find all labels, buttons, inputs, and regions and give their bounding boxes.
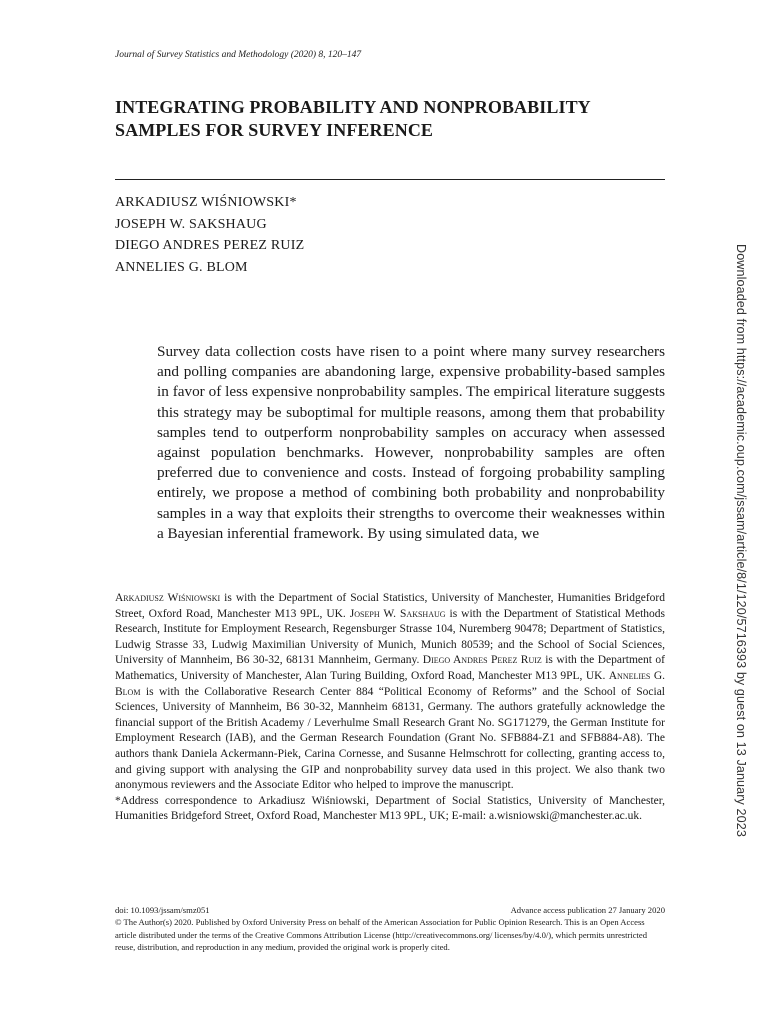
author-name-smallcaps: Sakshaug: [400, 607, 446, 620]
copyright-notice: © The Author(s) 2020. Published by Oxford University Press on behalf of the American Association for Public Opinion Research. This is an Open Access article distributed under the terms of the Creative Commons Attribution License (http://creativecommons.org/ licenses/by/4.0/), which permits unrestricted reuse, distribution, and reproduction in any medium, provided the original work is properly cited.: [115, 917, 648, 952]
affiliation-text: is with the Department of Statistical Methods Research, Institute for Employment Research, Regensburger Strasse 104, Nuremberg 90478; Department of Statistics, Ludwig Strasse 33, Ludwig Maximilian University of Munich, Munich 80539; and the School of Social Sciences, University of Mannheim, B6 30-32, 68131 Mannheim, Germany.: [115, 607, 665, 667]
title-rule: [115, 179, 665, 180]
advance-access-date: Advance access publication 27 January 2020: [510, 905, 665, 915]
affiliation-text: is with the Collaborative Research Center 884 “Political Economy of Reforms” and the School of Social Sciences, University of Mannheim, B6 30-32, Mannheim 68131, Germany. The authors gratefully acknowledge the financial support of the British Academy / Leverhulme Small Research Grant No. SG171279, the German Institute for Employment Research (IAB), and the German Research Foundation (Grant No. SFB884-Z1 and SFB884-A8). The authors thank Daniela Ackermann-Piek, Carina Cornesse, and Susanne Helmschrott for collecting, granting access to, and giving support with analysing the GIP and nonprobability survey data used in this project. We also thank two anonymous reviewers and the Associate Editor who helped to improve the manuscript.: [115, 685, 665, 792]
affiliation-paragraph: [115, 591, 665, 794]
abstract-text: Survey data collection costs have risen to a point where many survey researchers and polling companies are abandoning large, expensive probability-based samples in favor of less expensive nonprobability samples. The empirical literature suggests this strategy may be suboptimal for multiple reasons, among them that probability samples tend to outperform nonprobability samples on accuracy when assessed against population benchmarks. However, nonprobability samples are often preferred due to convenience and costs. Instead of forgoing probability sampling entirely, we propose a method of combining both probability and nonprobability samples in a way that exploits their strengths to overcome their weaknesses within a Bayesian inferential framework. By using simulated data, we: [157, 343, 665, 542]
author-name-smallcaps: Arkadiusz Wiśniowski: [115, 592, 221, 604]
author-name: ARKADIUSZ WIŚNIOWSKI*: [115, 195, 297, 210]
author-name-smallcaps: Diego Andres Perez Ruiz: [422, 654, 542, 667]
journal-citation: Journal of Survey Statistics and Methodology (2020) 8, 120–147: [115, 50, 362, 60]
affiliation-text: is with the Department of Social Statistics, University of Manchester, Humanities Bridgeford Street, Oxford Road, Manchester M13 9PL, UK.: [115, 592, 665, 620]
author-name: ANNELIES G. BLOM: [115, 259, 248, 275]
author-name: DIEGO ANDRES PEREZ RUIZ: [115, 238, 305, 253]
author-affiliations-footnote: [115, 591, 665, 825]
author-name-smallcaps: Joseph: [349, 607, 380, 620]
author-name-smallcaps: Blom: [115, 685, 141, 698]
publication-info: [115, 904, 665, 953]
author-name-smallcaps: Annelies: [608, 669, 651, 682]
affiliation-text: is with the Department of Mathematics, University of Manchester, Alan Turing Building, Oxford Road, Manchester M13 9PL, UK.: [115, 654, 665, 682]
correspondence-note: *Address correspondence to Arkadiusz Wiśniowski, Department of Social Statistics, University of Manchester, Humanities Bridgeford Street, Oxford Road, Manchester M13 9PL, UK; E-mail: a.wisniowski@manchester.ac.uk.: [115, 794, 665, 823]
affiliation-text: W.: [379, 607, 401, 620]
doi-text: doi: 10.1093/jssam/smz051: [115, 905, 210, 915]
download-watermark: Downloaded from https://academic.oup.com/jssam/article/8/1/120/5716393 by guest on 13 January 2023: [734, 244, 748, 837]
article-title: INTEGRATING PROBABILITY AND NONPROBABILITY SAMPLES FOR SURVEY INFERENCE: [115, 97, 591, 140]
author-name: JOSEPH W. SAKSHAUG: [115, 216, 267, 232]
affiliation-text: G.: [650, 669, 665, 682]
author-list: [115, 192, 304, 278]
